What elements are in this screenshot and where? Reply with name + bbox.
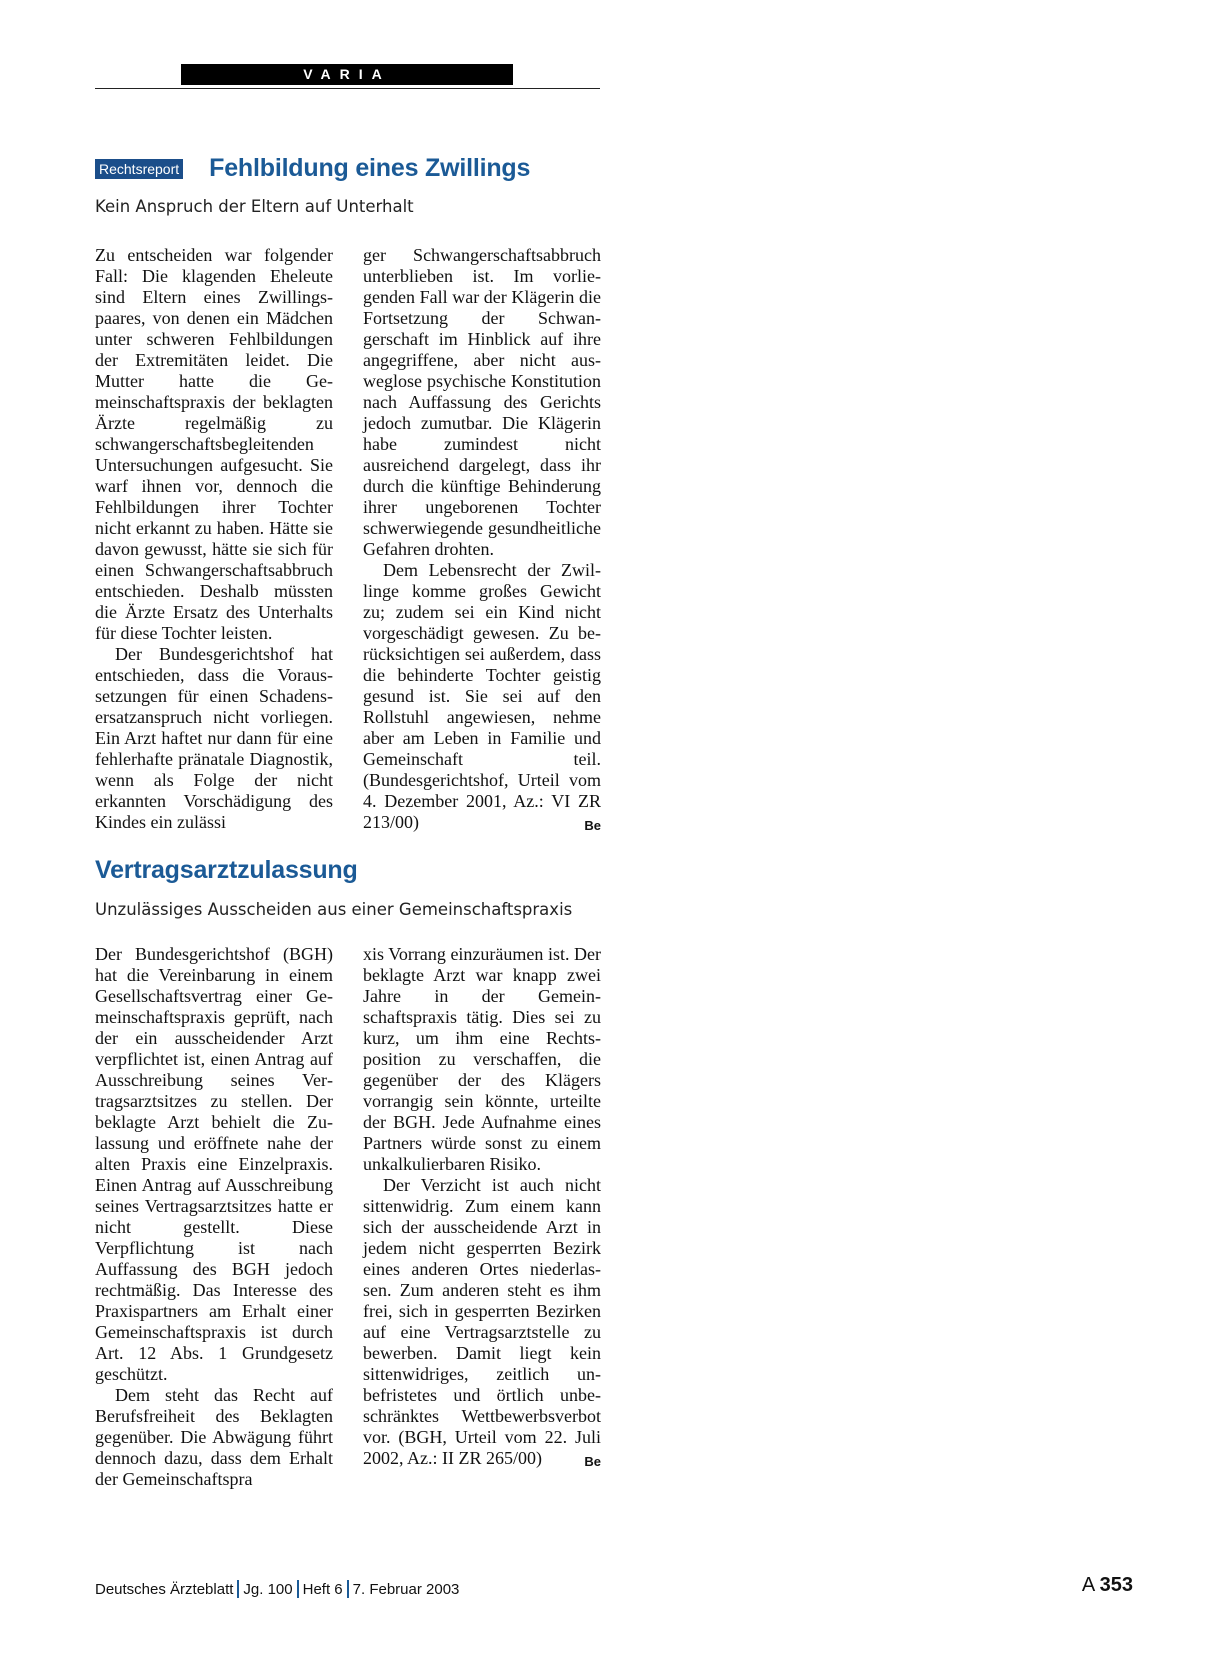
- paragraph: Der Bundesgerichtshof (BGH) hat die Vereinbarung in einem Gesellschaftsvertrag einer Gemeinschaftspraxis geprüft, nach der ein ausscheidender Arzt verpflichtet ist, einen Antrag auf Ausschreibung seines Vertragsarztsitzes zu stellen. Der beklagte Arzt behielt die Zulassung und eröffnete nahe der alten Praxis eine Einzelpraxis. Einen Antrag auf Ausschreibung seines Vertragsarztsitzes hatte er nicht gestellt. Diese Verpflichtung ist nach Auffassung des BGH jedoch rechtmäßig. Das Interesse des Praxispartners am Erhalt einer Gemeinschaftspraxis ist durch Art. 12 Abs. 1 Grundgesetz geschützt.: [95, 944, 333, 1384]
- paragraph: ger Schwangerschaftsabbruch unterblieben ist. Im vorliegenden Fall war der Klägerin die Fortsetzung der Schwangerschaft im Hinblick auf ihre angegriffene, aber nicht ausweglose psychische Konstitution nach Auffassung des Gerichts jedoch zumutbar. Die Klägerin habe zumindest nicht ausreichend dargelegt, dass ihr durch die künftige Behinderung ihrer ungeborenen Tochter schwerwiegende gesundheitliche Gefahren drohten.: [363, 245, 601, 559]
- article2-column-left: [95, 944, 333, 1490]
- paragraph: Zu entscheiden war folgender Fall: Die klagenden Eheleute sind Eltern eines Zwillingspaares, von denen ein Mädchen unter schweren Fehlbildungen der Extremitäten leidet. Die Mutter hatte die Gemeinschaftspraxis der beklagten Ärzte regelmäßig zu schwangerschaftsbegleitenden Untersuchungen aufgesucht. Sie warf ihnen vor, dennoch die Fehlbildungen ihrer Tochter nicht erkannt zu haben. Hätte sie davon gewusst, hätte sie sich für einen Schwangerschaftsabbruch entschieden. Deshalb müssten die Ärzte Ersatz des Unterhalts für diese Tochter leisten.: [95, 245, 333, 643]
- paragraph-text: Der Verzicht ist auch nicht sittenwidrig. Zum einem kann sich der ausscheidende Arzt in jedem nicht gesperrten Bezirk eines anderen Ortes niederlassen. Zum anderen steht es ihm frei, sich in gesperrten Bezirken auf eine Vertragsarztstelle zu bewerben. Damit liegt kein sittenwidriges, zeitlich unbefristetes und örtlich unbeschränktes Wettbewerbsverbot vor. (BGH, Urteil vom 22. Juli 2002, Az.: II ZR 265/00): [363, 1175, 601, 1468]
- author-signature: Be: [584, 818, 601, 833]
- article1-subtitle: Kein Anspruch der Eltern auf Unterhalt: [95, 197, 414, 216]
- paragraph: [363, 560, 601, 833]
- issue: Heft 6: [302, 1580, 343, 1598]
- article2-title: Vertragsarztzulassung: [95, 856, 358, 884]
- paragraph: Der Bundesgerichtshof hat entschieden, dass die Voraussetzungen für einen Schadensersatzanspruch nicht vorliegen. Ein Arzt haftet nur dann für eine fehlerhafte pränatale Diagnostik, wenn als Folge der nicht erkannten Vorschädigung des Kindes ein zulässi: [95, 644, 333, 832]
- divider: [237, 1580, 239, 1598]
- divider: [347, 1580, 349, 1598]
- section-label: VARIA: [181, 64, 513, 85]
- article2-subtitle: Unzulässiges Ausscheiden aus einer Gemeinschaftspraxis: [95, 900, 573, 919]
- paragraph: [363, 1175, 601, 1469]
- article2-body: [95, 944, 601, 1490]
- article1-column-right: [363, 245, 601, 836]
- journal-name: Deutsches Ärzteblatt: [95, 1580, 234, 1598]
- section-header: [95, 64, 600, 89]
- paragraph: xis Vorrang einzuräumen ist. Der beklagte Arzt war knapp zwei Jahre in der Gemeinschaftspraxis tätig. Dies sei zu kurz, um ihm eine Rechtsposition zu verschaffen, die gegenüber der des Klägers vorrangig sein könnte, urteilte der BGH. Jede Aufnahme eines Partners würde sonst zu einem unkalkulierbaren Risiko.: [363, 944, 601, 1174]
- article1-column-left: [95, 245, 333, 836]
- paragraph: Dem steht das Recht auf Berufsfreiheit des Beklagten gegenüber. Die Abwägung führt dennoch dazu, dass dem Erhalt der Gemeinschaftspra: [95, 1385, 333, 1489]
- page-footer: [95, 1580, 459, 1598]
- article1-body: [95, 245, 601, 836]
- article1-title-row: [95, 154, 530, 183]
- page-number-value: 353: [1099, 1574, 1133, 1596]
- publication-date: 7. Februar 2003: [352, 1580, 460, 1598]
- page-prefix: A: [1081, 1574, 1095, 1596]
- paragraph-text: Dem Lebensrecht der Zwillinge komme großes Gewicht zu; zudem sei ein Kind nicht vorgeschädigt gewesen. Zu berücksichtigen sei außerdem, dass die behinderte Tochter geistig gesund ist. Sie sei auf den Rollstuhl angewiesen, nehme aber am Leben in Familie und Gemeinschaft teil. (Bundesgerichtshof, Urteil vom 4. Dezember 2001, Az.: VI ZR 213/00): [363, 560, 601, 832]
- author-signature: Be: [584, 1454, 601, 1469]
- volume: Jg. 100: [243, 1580, 293, 1598]
- divider: [297, 1580, 299, 1598]
- page-number: [1082, 1574, 1133, 1597]
- article2-column-right: [363, 944, 601, 1490]
- article2-title-row: [95, 856, 358, 885]
- kicker-badge: Rechtsreport: [95, 159, 183, 179]
- article1-title: Fehlbildung eines Zwillings: [209, 154, 531, 182]
